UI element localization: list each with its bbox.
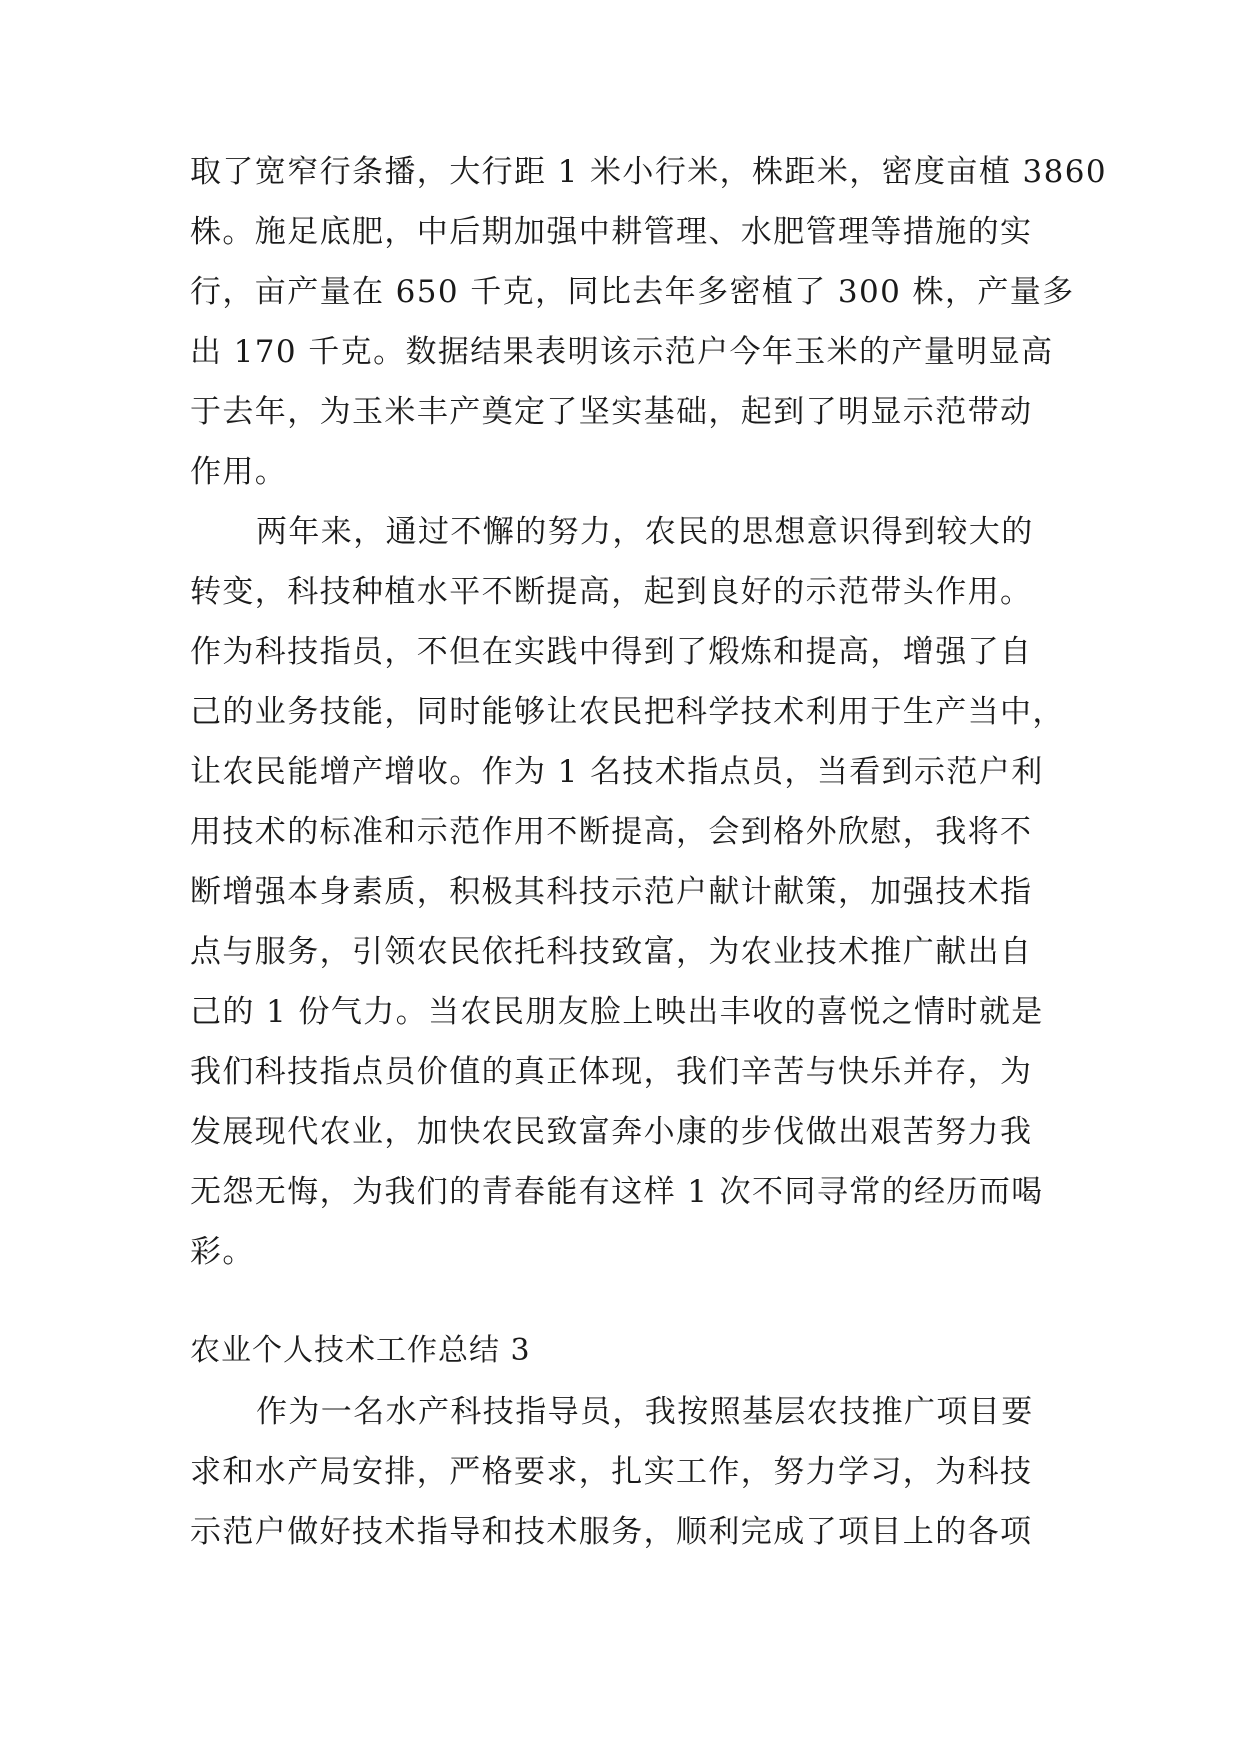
section-heading: 农业个人技术工作总结 3 [190,1333,531,1368]
paragraph-2-line: 作为科技指员，不但在实践中得到了煅炼和提高，增强了自 [190,634,1033,670]
paragraph-2-line: 我们科技指点员价值的真正体现，我们辛苦与快乐并存，为 [190,1054,1033,1090]
paragraph-2-line: 己的业务技能，同时能够让农民把科学技术利用于生产当中， [190,694,1065,730]
paragraph-1-line: 取了宽窄行条播，大行距 1 米小行米，株距米，密度亩植 3860 [190,154,1107,190]
paragraph-1-line: 出 170 千克。数据结果表明该示范户今年玉米的产量明显高 [190,334,1054,370]
paragraph-3-line: 作为一名水产科技指导员，我按照基层农技推广项目要 [256,1394,1034,1430]
paragraph-2-line: 两年来，通过不懈的努力，农民的思想意识得到较大的 [256,514,1034,550]
paragraph-2-line: 彩。 [190,1234,255,1270]
paragraph-2-line: 发展现代农业，加快农民致富奔小康的步伐做出艰苦努力我 [190,1114,1033,1150]
paragraph-3-line: 求和水产局安排，严格要求，扎实工作，努力学习，为科技 [190,1454,1033,1490]
paragraph-2-line: 无怨无悔，为我们的青春能有这样 1 次不同寻常的经历而喝 [190,1174,1044,1210]
paragraph-2-line: 己的 1 份气力。当农民朋友脸上映出丰收的喜悦之情时就是 [190,994,1044,1030]
paragraph-1-line: 作用。 [190,454,288,490]
paragraph-1-line: 株。施足底肥，中后期加强中耕管理、水肥管理等措施的实 [190,214,1033,250]
paragraph-2-line: 用技术的标准和示范作用不断提高，会到格外欣慰，我将不 [190,814,1033,850]
paragraph-2-line: 让农民能增产增收。作为 1 名技术指点员，当看到示范户利 [190,754,1044,790]
paragraph-3-line: 示范户做好技术指导和技术服务，顺利完成了项目上的各项 [190,1514,1033,1550]
paragraph-1-line: 于去年，为玉米丰产奠定了坚实基础，起到了明显示范带动 [190,394,1033,430]
paragraph-1-line: 行，亩产量在 650 千克，同比去年多密植了 300 株，产量多 [190,274,1075,310]
paragraph-2-line: 点与服务，引领农民依托科技致富，为农业技术推广献出自 [190,934,1033,970]
paragraph-2-line: 断增强本身素质，积极其科技示范户献计献策，加强技术指 [190,874,1033,910]
paragraph-2-line: 转变，科技种植水平不断提高，起到良好的示范带头作用。 [190,574,1033,610]
